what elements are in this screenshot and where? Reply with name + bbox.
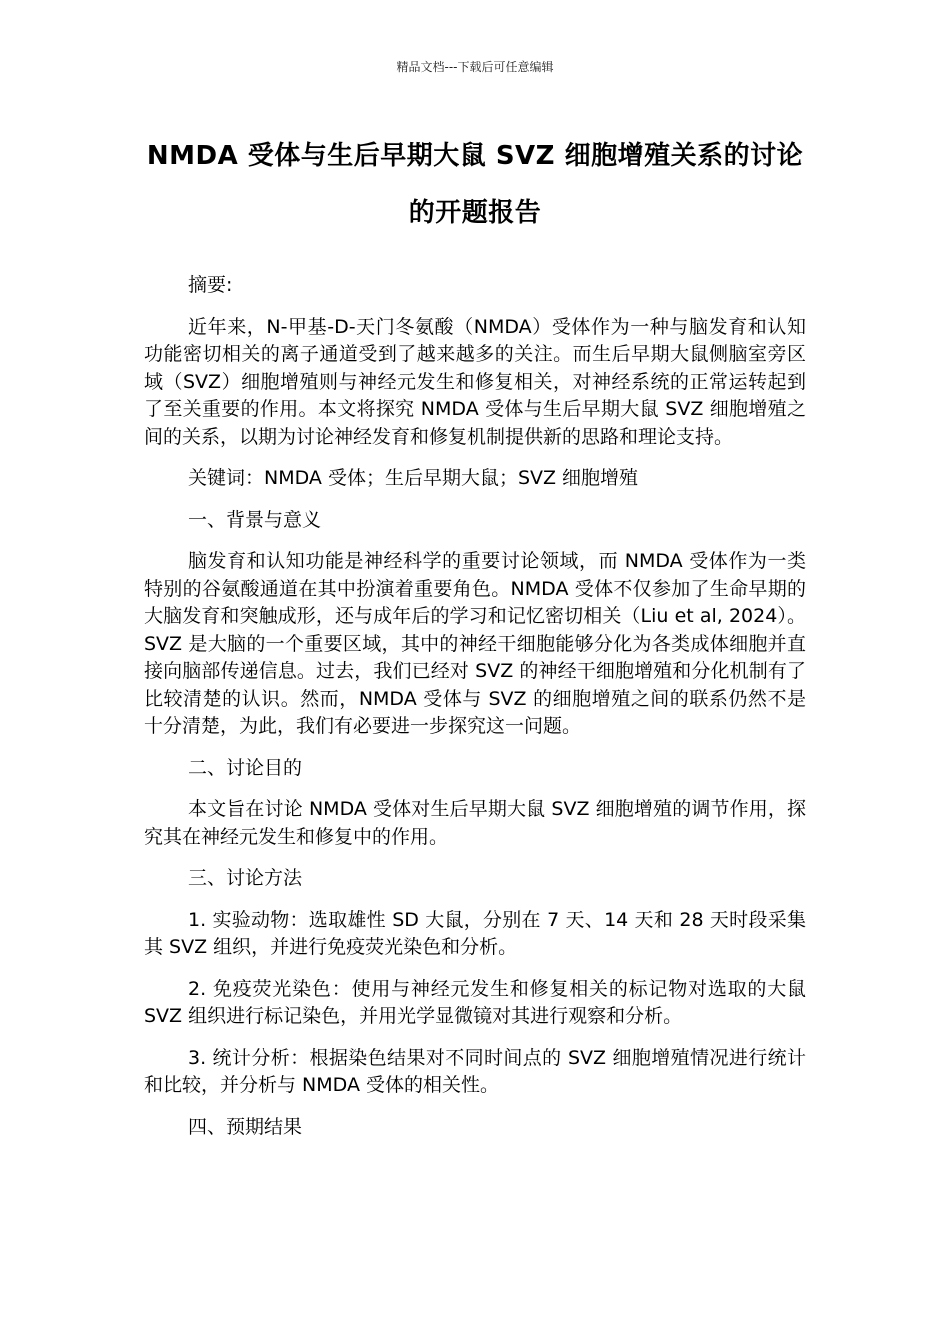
section-heading-background: 一、背景与意义 <box>188 508 322 531</box>
method-item-1: 1. 实验动物：选取雄性 SD 大鼠，分别在 7 天、14 天和 28 天时段采集其 SVZ 组织，并进行免疫荧光染色和分析。 <box>144 908 806 958</box>
section-paragraph: 本文旨在讨论 NMDA 受体对生后早期大鼠 SVZ 细胞增殖的调节作用，探究其在神经元发生和修复中的作用。 <box>144 798 806 848</box>
section-heading-purpose: 二、讨论目的 <box>188 756 303 779</box>
document-body <box>144 272 806 1155</box>
abstract-text: 近年来，N-甲基-D-天门冬氨酸（NMDA）受体作为一种与脑发育和认知功能密切相关的离子通道受到了越来越多的关注。而生后早期大鼠侧脑室旁区域（SVZ）细胞增殖则与神经元发生和修复相关，对神经系统的正常运转起到了至关重要的作用。本文将探究 NMDA 受体与生后早期大鼠 SVZ 细胞增殖之间的关系，以期为讨论神经发育和修复机制提供新的思路和理论支持。 <box>144 315 806 448</box>
abstract-label: 摘要: <box>188 274 233 296</box>
method-item-2: 2. 免疫荧光染色：使用与神经元发生和修复相关的标记物对选取的大鼠 SVZ 组织进行标记染色，并用光学显微镜对其进行观察和分析。 <box>144 977 806 1027</box>
section-paragraph: 脑发育和认知功能是神经科学的重要讨论领域，而 NMDA 受体作为一类特别的谷氨酸通道在其中扮演着重要角色。NMDA 受体不仅参加了生命早期的大脑发育和突触成形，还与成年后的学习和记忆密切相关（Liu et al, 2024）。SVZ 是大脑的一个重要区域，其中的神经干细胞能够分化为各类成体细胞并直接向脑部传递信息。过去，我们已经对 SVZ 的神经干细胞增殖和分化机制有了比较清楚的认识。然而，NMDA 受体与 SVZ 的细胞增殖之间的联系仍然不是十分清楚，为此，我们有必要进一步探究这一问题。 <box>144 550 806 737</box>
section-heading-expected-results: 四、预期结果 <box>188 1115 303 1138</box>
page-header-note: 精品文档---下载后可任意编辑 <box>396 60 554 74</box>
section-heading-methods: 三、讨论方法 <box>188 867 303 889</box>
method-item-3: 3. 统计分析：根据染色结果对不同时间点的 SVZ 细胞增殖情况进行统计和比较，并分析与 NMDA 受体的相关性。 <box>144 1046 806 1096</box>
keywords: 关键词：NMDA 受体；生后早期大鼠；SVZ 细胞增殖 <box>188 467 639 489</box>
document-title: NMDA 受体与生后早期大鼠 SVZ 细胞增殖关系的讨论的开题报告 <box>146 141 804 228</box>
